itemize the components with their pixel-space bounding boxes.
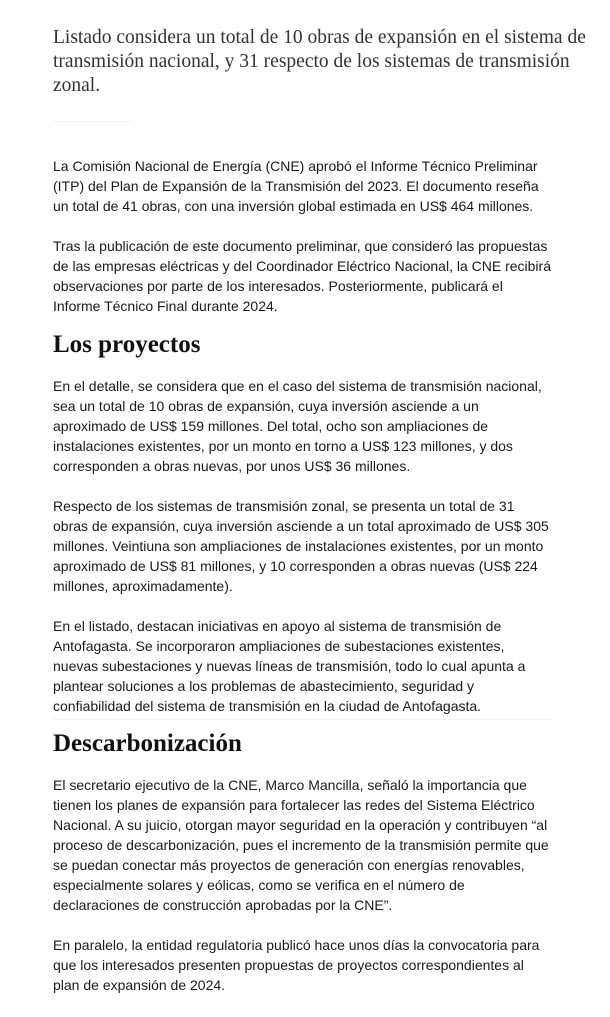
lead-divider — [53, 121, 133, 122]
proyectos-paragraph-3: En el listado, destacan iniciativas en apoyo al sistema de transmisión de Antofagasta. Se incorporaron ampliaciones de subestaciones existentes, nuevas subestaciones y nuevas líneas de transmisión, todo lo cual apunta a plantear soluciones a los problemas de abastecimiento, seguridad y confiabilidad del sistema de transmisión en la ciudad de Antofagasta. — [53, 618, 526, 714]
section-divider — [53, 719, 553, 720]
proyectos-paragraph-1: En el detalle, se considera que en el caso del sistema de transmisión nacional, sea un total de 10 obras de expansión, cuya inversión asciende a un aproximado de US$ 159 millones. Del total, ocho son ampliaciones de instalaciones existentes, por un monto en torno a US$ 123 millones, y dos corresponden a obras nuevas, por unos US$ 36 millones. — [53, 378, 542, 474]
section-heading-descarbonizacion: Descarbonización — [53, 730, 242, 757]
proyectos-paragraph-2: Respecto de los sistemas de transmisión zonal, se presenta un total de 31 obras de expansión, cuya inversión asciende a un total aproximado de US$ 305 millones. Veintiuna son ampliaciones de instalaciones existentes, por un monto aproximado de US$ 81 millones, y 10 corresponden a obras nuevas (US$ 224 millones, aproximadamente). — [53, 498, 549, 594]
section-heading-proyectos: Los proyectos — [53, 331, 201, 358]
intro-paragraph-1: La Comisión Nacional de Energía (CNE) aprobó el Informe Técnico Preliminar (ITP) del Plan de Expansión de la Transmisión del 2023. El documento reseña un total de 41 obras, con una inversión global estimada en US$ 464 millones. — [53, 158, 539, 214]
article-lead: Listado considera un total de 10 obras de expansión en el sistema de transmisión nacional, y 31 respecto de los sistemas de transmisión zonal. — [53, 27, 586, 96]
descarbonizacion-paragraph-1: El secretario ejecutivo de la CNE, Marco Mancilla, señaló la importancia que tienen los planes de expansión para fortalecer las redes del Sistema Eléctrico Nacional. A su juicio, otorgan mayor seguridad en la operación y contribuyen “al proceso de descarbonización, pues el incremento de la transmisión permite que se puedan conectar más proyectos de generación con energías renovables, especialmente solares y eólicas, como se verifica en el número de declaraciones de construcción aprobadas por la CNE”. — [53, 777, 549, 913]
descarbonizacion-paragraph-2: En paralelo, la entidad regulatoria publicó hace unos días la convocatoria para que los interesados presenten propuestas de proyectos correspondientes al plan de expansión de 2024. — [53, 937, 540, 993]
intro-paragraph-2: Tras la publicación de este documento preliminar, que consideró las propuestas de las empresas eléctricas y del Coordinador Eléctrico Nacional, la CNE recibirá observaciones por parte de los interesados. Posteriormente, publicará el Informe Técnico Final durante 2024. — [53, 238, 551, 314]
